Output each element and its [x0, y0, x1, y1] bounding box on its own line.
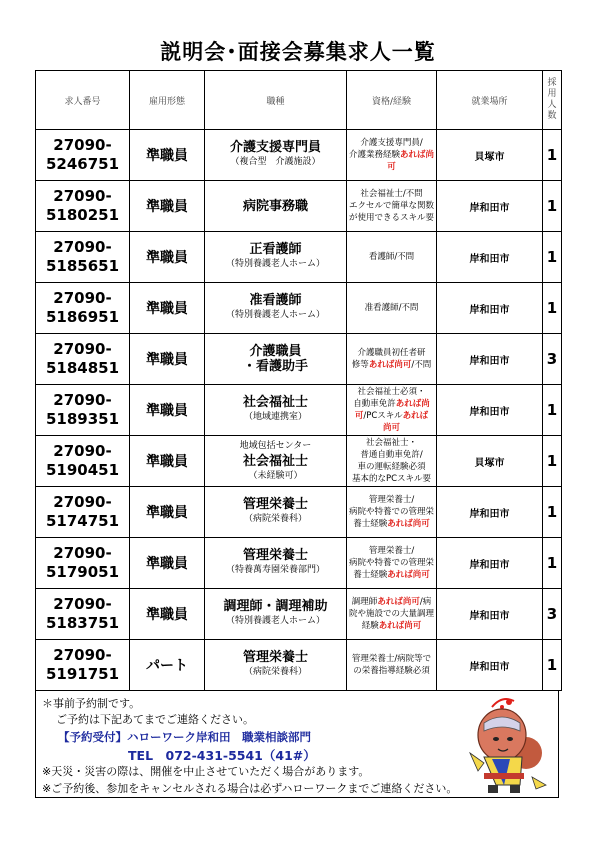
- hire-count-cell: 1: [543, 436, 562, 487]
- job-subtitle: （特別養護老人ホーム）: [225, 616, 325, 626]
- job-number-prefix: 27090-: [53, 391, 112, 409]
- qualification-line: [347, 149, 436, 161]
- qualification-text: エクセルで簡単な関数: [348, 201, 434, 211]
- hire-count-cell: 1: [543, 181, 562, 232]
- job-subtitle: （特別養護老人ホーム）: [225, 310, 325, 320]
- qualification-line: [347, 437, 436, 449]
- qualification-line: [347, 506, 436, 518]
- qualification-text: が使用できるスキル要: [349, 213, 434, 223]
- notice-box: [35, 690, 559, 798]
- workplace-cell: 貝塚市: [437, 130, 543, 181]
- job-title: 介護支援専門員: [229, 140, 321, 155]
- qualification-text: 経験: [361, 621, 379, 631]
- workplace-cell: 貝塚市: [437, 436, 543, 487]
- job-number-suffix: 5190451: [45, 461, 120, 479]
- job-title-cell: [205, 232, 347, 283]
- employment-type-cell: 準職員: [130, 589, 205, 640]
- qualification-text: 管理栄養士/病院等で: [351, 654, 432, 664]
- header-hire-count-char: 採: [547, 78, 557, 88]
- qualification-line: [347, 161, 436, 173]
- job-title: 病院事務職: [242, 198, 308, 214]
- job-table: [35, 70, 562, 691]
- job-title-cell: [205, 589, 347, 640]
- notice-line-1: ＊事前予約制です。: [42, 697, 141, 710]
- header-job: 職種: [205, 71, 347, 130]
- qualification-line: [347, 608, 436, 620]
- qualification-text: 管理栄養士/: [368, 495, 415, 505]
- qualification-line: [347, 410, 436, 422]
- qualification-preferred: 可: [354, 411, 364, 421]
- qualification-line: [347, 449, 436, 461]
- job-title-cell: [205, 487, 347, 538]
- qualification-text: 車の運転経験必須: [357, 462, 426, 472]
- hire-count-cell: 1: [543, 283, 562, 334]
- table-row: [36, 436, 562, 487]
- job-number-suffix: 5180251: [45, 206, 120, 224]
- employment-type-cell: 準職員: [130, 334, 205, 385]
- job-subtitle: （地域連携室）: [243, 412, 307, 422]
- job-number-prefix: 27090-: [53, 136, 112, 154]
- job-subtitle: （病院栄養科）: [243, 514, 307, 524]
- qualification-preferred: 可: [387, 162, 396, 172]
- header-employment: 雇用形態: [130, 71, 205, 130]
- qualification-text: 看護師/不問: [368, 252, 415, 262]
- job-number-prefix: 27090-: [53, 340, 112, 358]
- qualification-text: 養士経験: [353, 519, 388, 529]
- qualification-text: 管理栄養士/: [368, 546, 415, 556]
- job-title-cell: [205, 385, 347, 436]
- job-number-suffix: 5183751: [45, 614, 120, 632]
- header-hire-count: [543, 71, 562, 130]
- workplace-cell: 岸和田市: [437, 181, 543, 232]
- job-title: 管理栄養士: [242, 548, 308, 563]
- qualification-preferred: 尚可: [382, 423, 400, 433]
- qualification-line: [347, 347, 436, 359]
- job-subtitle: （特養萬寿園栄養部門）: [225, 565, 325, 575]
- job-number-cell: [36, 283, 130, 334]
- header-number: 求人番号: [36, 71, 130, 130]
- job-number-prefix: 27090-: [53, 442, 112, 460]
- job-number-prefix: 27090-: [53, 238, 112, 256]
- header-hire-count-char: 数: [547, 111, 557, 121]
- table-row: [36, 130, 562, 181]
- qualification-preferred: あれば尚: [400, 150, 435, 160]
- header-place: 就業場所: [437, 71, 543, 130]
- employment-type-cell: 準職員: [130, 283, 205, 334]
- qualification-line: [347, 494, 436, 506]
- table-row: [36, 334, 562, 385]
- job-number-prefix: 27090-: [53, 595, 112, 613]
- employment-type-cell: パート: [130, 640, 205, 691]
- qualification-text: 介護支援専門員/: [360, 138, 423, 148]
- qualification-line: [347, 302, 436, 314]
- job-number-suffix: 5246751: [45, 155, 120, 173]
- table-row: [36, 181, 562, 232]
- qualification-preferred: あれば尚可: [378, 621, 422, 631]
- qualification-line: [347, 386, 436, 398]
- employment-type-cell: 準職員: [130, 130, 205, 181]
- qualification-cell: [347, 283, 437, 334]
- job-subtitle: （病院栄養科）: [243, 667, 307, 677]
- qualification-text: 調理師: [351, 597, 378, 607]
- qualification-preferred: あれば尚可: [387, 570, 430, 580]
- job-number-prefix: 27090-: [53, 544, 112, 562]
- qualification-preferred: あれば尚可: [387, 519, 430, 529]
- qualification-cell: [347, 181, 437, 232]
- job-number-suffix: 5186951: [45, 308, 120, 326]
- table-row: [36, 385, 562, 436]
- qualification-line: [347, 200, 436, 212]
- qualification-text: 社会福祉士/不問: [360, 189, 423, 199]
- table-header-row: [36, 71, 562, 130]
- qualification-text: /不問: [411, 360, 432, 370]
- workplace-cell: 岸和田市: [437, 487, 543, 538]
- job-number-suffix: 5179051: [45, 563, 120, 581]
- job-number-cell: [36, 487, 130, 538]
- workplace-cell: 岸和田市: [437, 589, 543, 640]
- job-number-suffix: 5174751: [45, 512, 120, 530]
- job-number-suffix: 5189351: [45, 410, 120, 428]
- table-row: [36, 538, 562, 589]
- job-number-prefix: 27090-: [53, 646, 112, 664]
- job-title-cell: [205, 130, 347, 181]
- qualification-cell: [347, 538, 437, 589]
- qualification-text: /PCスキル: [363, 411, 403, 421]
- qualification-cell: [347, 334, 437, 385]
- qualification-text: 病院や特養での管理栄: [348, 507, 434, 517]
- qualification-text: 社会福祉士必須・: [357, 387, 426, 397]
- job-title: 管理栄養士: [242, 497, 308, 512]
- job-number-prefix: 27090-: [53, 187, 112, 205]
- qualification-cell: [347, 436, 437, 487]
- qualification-line: [347, 620, 436, 632]
- qualification-cell: [347, 589, 437, 640]
- page-title: 説明会･面接会募集求人一覧: [160, 40, 436, 64]
- job-title-cell: [205, 334, 347, 385]
- qualification-line: [347, 137, 436, 149]
- hire-count-cell: 1: [543, 385, 562, 436]
- qualification-line: [347, 251, 436, 263]
- qualification-text: 養士経験: [353, 570, 388, 580]
- qualification-preferred: あれば尚可: [368, 360, 412, 370]
- employment-type-cell: 準職員: [130, 181, 205, 232]
- job-title: 調理師・調理補助: [223, 599, 328, 614]
- job-number-cell: [36, 334, 130, 385]
- job-title-cell: [205, 436, 347, 487]
- employment-type-cell: 準職員: [130, 436, 205, 487]
- employment-type-cell: 準職員: [130, 385, 205, 436]
- job-number-cell: [36, 436, 130, 487]
- job-number-prefix: 27090-: [53, 289, 112, 307]
- job-number-cell: [36, 589, 130, 640]
- notice-line-6: ※ご予約後、参加をキャンセルされる場合は必ずハローワークまでご連絡ください。: [42, 782, 458, 795]
- hire-count-cell: 1: [543, 130, 562, 181]
- job-title-cell: [205, 640, 347, 691]
- hire-count-cell: 1: [543, 232, 562, 283]
- hire-count-cell: 3: [543, 589, 562, 640]
- employment-type-cell: 準職員: [130, 232, 205, 283]
- job-number-cell: [36, 181, 130, 232]
- notice-line-2: ご予約は下記あてまでご連絡ください。: [56, 713, 254, 726]
- notice-line-5: ※天災・災害の際は、開催を中止させていただく場合があります。: [42, 765, 370, 778]
- qualification-text: 院や施設での大量調理: [348, 609, 434, 619]
- job-number-cell: [36, 232, 130, 283]
- qualification-cell: [347, 232, 437, 283]
- table-row: [36, 487, 562, 538]
- job-subtitle: （複合型 介護施設）: [230, 157, 321, 167]
- job-number-suffix: 5184851: [45, 359, 120, 377]
- qualification-preferred: あれば尚: [395, 399, 430, 409]
- employment-type-cell: 準職員: [130, 538, 205, 589]
- workplace-cell: 岸和田市: [437, 283, 543, 334]
- qualification-line: [347, 461, 436, 473]
- job-number-cell: [36, 385, 130, 436]
- job-title-cell: [205, 181, 347, 232]
- qualification-text: 修等: [351, 360, 369, 370]
- qualification-line: [347, 653, 436, 665]
- contact-label: 【予約受付】ハローワーク岸和田 職業相談部門: [58, 730, 311, 744]
- qualification-cell: [347, 487, 437, 538]
- qualification-text: 普通自動車免許/: [360, 450, 423, 460]
- qualification-text: /病: [419, 597, 432, 607]
- qualification-line: [347, 569, 436, 581]
- job-subtitle: （未経験可）: [248, 470, 303, 481]
- qualification-line: [347, 422, 436, 434]
- qualification-line: [347, 212, 436, 224]
- job-number-suffix: 5185651: [45, 257, 120, 275]
- header-qualification: 資格/経験: [347, 71, 437, 130]
- job-title-secondary: ・看護助手: [242, 359, 308, 374]
- table-row: [36, 283, 562, 334]
- job-title: 准看護師: [249, 293, 302, 308]
- qualification-text: の栄養指導経験必須: [353, 666, 430, 676]
- job-number-prefix: 27090-: [53, 493, 112, 511]
- contact-phone: TEL 072-431-5541（41#）: [128, 748, 316, 763]
- qualification-text: 介護職員初任者研: [357, 348, 426, 358]
- qualification-preferred: あれば尚可: [377, 597, 420, 607]
- qualification-line: [347, 359, 436, 371]
- workplace-cell: 岸和田市: [437, 640, 543, 691]
- hire-count-cell: 3: [543, 334, 562, 385]
- table-row: [36, 232, 562, 283]
- qualification-line: [347, 545, 436, 557]
- workplace-cell: 岸和田市: [437, 232, 543, 283]
- table-row: [36, 640, 562, 691]
- job-number-cell: [36, 640, 130, 691]
- hire-count-cell: 1: [543, 538, 562, 589]
- qualification-line: [347, 665, 436, 677]
- workplace-cell: 岸和田市: [437, 334, 543, 385]
- hire-count-cell: 1: [543, 640, 562, 691]
- job-number-cell: [36, 130, 130, 181]
- job-title: 社会福祉士: [242, 395, 308, 410]
- qualification-text: 介護業務経験: [348, 150, 400, 160]
- job-number-cell: [36, 538, 130, 589]
- qualification-line: [347, 557, 436, 569]
- qualification-line: [347, 473, 436, 485]
- mascot-character-icon: [462, 693, 554, 797]
- table-row: [36, 589, 562, 640]
- job-number-suffix: 5191751: [45, 665, 120, 683]
- qualification-text: 基本的なPCスキル要: [352, 474, 431, 484]
- job-title-cell: [205, 283, 347, 334]
- qualification-line: [347, 398, 436, 410]
- hire-count-cell: 1: [543, 487, 562, 538]
- qualification-line: [347, 596, 436, 608]
- qualification-text: 准看護師/不問: [364, 303, 419, 313]
- qualification-line: [347, 518, 436, 530]
- qualification-text: 病院や特養での管理栄: [348, 558, 434, 568]
- job-workplace: 地域包括センター: [239, 440, 312, 451]
- qualification-text: 自動車免許: [353, 399, 396, 409]
- job-title: 社会福祉士: [242, 453, 308, 469]
- qualification-cell: [347, 130, 437, 181]
- job-title-cell: [205, 538, 347, 589]
- workplace-cell: 岸和田市: [437, 385, 543, 436]
- qualification-cell: [347, 385, 437, 436]
- job-title: 正看護師: [249, 242, 302, 257]
- qualification-text: 社会福祉士・: [365, 438, 417, 448]
- header-hire-count-char: 人: [547, 100, 557, 110]
- employment-type-cell: 準職員: [130, 487, 205, 538]
- qualification-cell: [347, 640, 437, 691]
- qualification-line: [347, 188, 436, 200]
- workplace-cell: 岸和田市: [437, 538, 543, 589]
- job-title: 介護職員: [249, 344, 302, 359]
- qualification-preferred: あれば: [402, 411, 429, 421]
- header-hire-count-char: 用: [547, 89, 557, 99]
- job-title: 管理栄養士: [242, 650, 308, 665]
- job-subtitle: （特別養護老人ホーム）: [225, 259, 325, 269]
